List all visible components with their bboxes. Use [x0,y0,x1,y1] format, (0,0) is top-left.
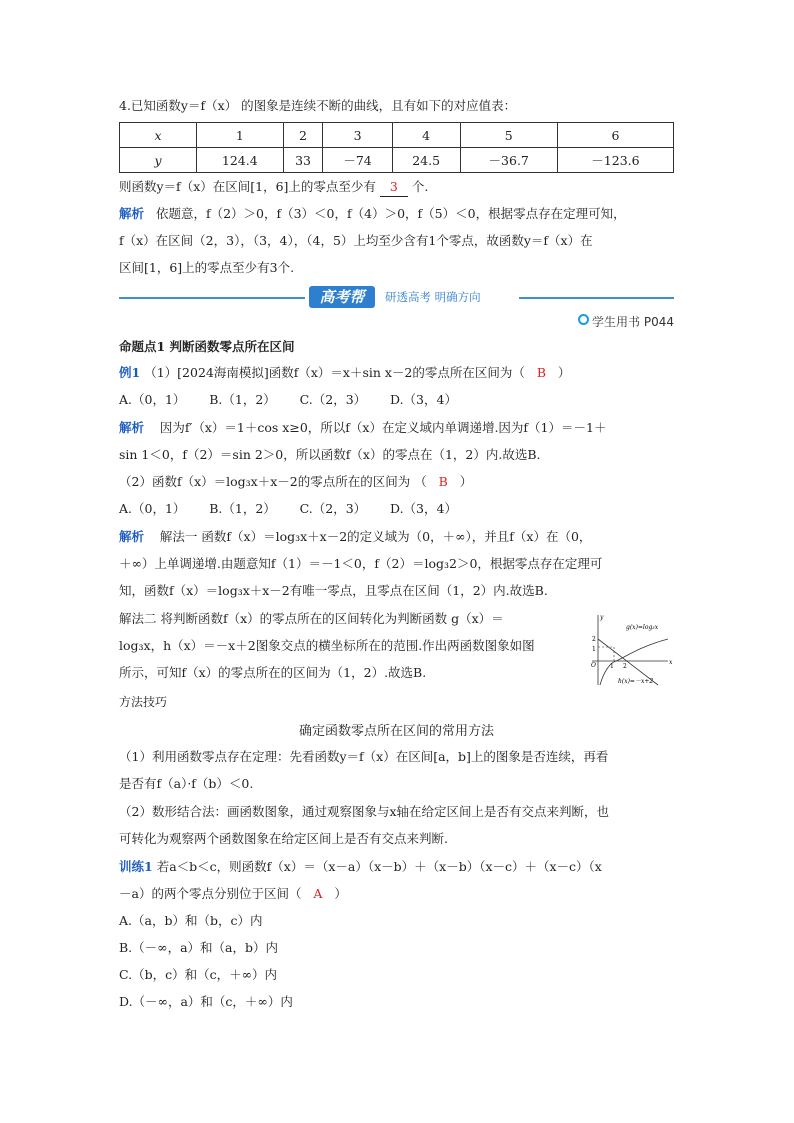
solution-text: 依题意，f（2）＞0，f（3）＜0，f（4）＞0，f（5）＜0，根据零点存在定理可知， [155,206,626,221]
section-banner [119,286,674,310]
paren-close: ） [459,474,473,489]
topic-title: 命题点1 判断函数零点所在区间 [119,339,295,354]
y-cell: －123.6 [557,148,673,173]
q4-solution-3: 区间[1，6]上的零点至少有3个. [119,260,295,275]
banner-rule-right [519,297,674,299]
answer: B [536,365,546,380]
option-c: C.（b，c）和（c，＋∞）内 [119,967,278,982]
y-cell: 24.5 [392,148,460,173]
h-label: h(x)=－x+2 [618,678,654,685]
x-tick: 1 [610,663,614,670]
student-book-ref [578,313,674,330]
y-axis-label: y [600,614,604,621]
option-d: D.（－∞，a）和（c，＋∞）内 [119,994,293,1009]
y-cell: －36.7 [460,148,557,173]
q4-solution-1 [119,205,626,223]
x-tick: 2 [623,663,627,670]
q4-solution-2: f（x）在区间（2，3），（3，4），（4，5）上均至少含有1个零点，故函数y＝f（x）在 [119,233,593,248]
y-header: y [120,148,197,173]
paren-close: ） [557,365,571,380]
ref-text: 学生用书 P044 [592,315,674,329]
solution-text: 解法一 函数f（x）＝log₃x＋x－2的定义域为（0，＋∞），并且f（x）在（0， [159,529,592,544]
training-text: 若a＜b＜c，则函数f（x）＝（x－a）（x－b）＋（x－b）（x－c）＋（x－c）（x [156,859,602,874]
method-title: 确定函数零点所在区间的常用方法 [298,724,494,739]
options-1: A.（0，1） B.（1，2） C.（2，3） D.（3，4） [119,392,457,407]
question-stem: （1）[2024海南模拟]函数f（x）＝x＋sin x－2的零点所在区间为（ [144,365,525,380]
circle-icon [578,314,589,325]
p2-solution-1 [119,528,591,546]
x-cell: 5 [460,123,557,148]
function-graph [588,611,674,687]
y-cell: 124.4 [197,148,284,173]
method-1b: 是否有f（a）·f（b）＜0. [119,776,254,791]
solution-label: 解析 [119,420,145,435]
x-header: x [120,123,197,148]
banner-slogan: 研透高考 明确方向 [385,290,481,304]
conclusion-end: 个. [411,179,429,194]
option-b: B.（－∞，a）和（a，b）内 [119,940,278,955]
table-row [120,148,674,173]
example-number: 1 [131,365,141,380]
training-number: 1 [144,859,153,874]
training-text: －a）的两个零点分别位于区间（ [119,886,302,901]
y-cell: 33 [283,148,323,173]
origin-label: O [591,662,596,669]
p1-solution-2: sin 1＜0，f（2）＝sin 2＞0，所以函数f（x）的零点在（1，2）内.故选B. [119,447,541,462]
x-cell: 4 [392,123,460,148]
banner-logo: 高考帮 [309,286,375,308]
x-cell: 3 [323,123,392,148]
value-table [119,122,674,173]
solution-text: 因为f′（x）＝1＋cos x≥0，所以f（x）在定义域内单调递增.因为f（1）＝－1＋ [159,420,607,435]
method2-line-1: 解法二 将判断函数f（x）的零点所在的区间转化为判断函数 g（x）＝ [119,611,504,626]
x-cell: 6 [557,123,673,148]
answer: B [438,474,448,489]
p2-solution-2: ＋∞）上单调递增.由题意知f（1）＝－1＜0，f（2）＝log₃2＞0，根据零点存在定理可 [119,556,603,571]
training-stem-1 [119,858,602,876]
p1-solution-1 [119,419,606,437]
conclusion-text: 则函数y＝f（x）在区间[1，6]上的零点至少有 [119,179,376,194]
training-label: 训练 [119,859,145,874]
method-1a: （1）利用函数零点存在定理：先看函数y＝f（x）在区间[a，b]上的图象是否连续，再看 [119,749,609,764]
method-2b: 可转化为观察两个函数图象在给定区间上是否有交点来判断. [119,831,448,846]
tips-label: 方法技巧 [119,695,168,709]
answer-blank: 3 [380,178,408,197]
method-2a: （2）数形结合法：画函数图象，通过观察图象与x轴在给定区间上是否有交点来判断，也 [119,804,610,819]
q4-conclusion [119,178,428,197]
solution-label: 解析 [119,529,145,544]
g-label: g(x)=log₃x [626,624,659,631]
y-cell: －74 [323,148,392,173]
training-stem-2 [119,885,347,903]
method2-line-2: log₃x，h（x）＝－x＋2图象交点的横坐标所在的范围.作出两函数图象如图 [119,638,535,653]
method2-line-3: 所示，可知f（x）的零点所在的区间为（1，2）.故选B. [119,665,427,680]
example-1-part-1 [119,364,570,382]
y-tick: 1 [592,646,596,653]
p2-solution-3: 知，函数f（x）＝log₃x＋x－2有唯一零点，且零点在区间（1，2）内.故选B. [119,583,548,598]
table-row [120,123,674,148]
x-axis-label: x [669,659,673,666]
paren-close: ） [334,886,347,901]
q4-stem: 4.已知函数y＝f（x） 的图象是连续不断的曲线，且有如下的对应值表： [119,98,517,113]
y-tick: 2 [592,636,596,643]
options-2: A.（0，1） B.（1，2） C.（2，3） D.（3，4） [119,501,457,516]
answer: A [313,886,323,901]
example-label: 例 [119,365,132,380]
x-cell: 1 [197,123,284,148]
banner-rule-left [119,297,305,299]
solution-label: 解析 [119,206,145,221]
x-cell: 2 [283,123,323,148]
question-stem: （2）函数f（x）＝log₃x＋x－2的零点所在的区间为 （ [119,474,427,489]
option-a: A.（a，b）和（b，c）内 [119,913,263,928]
example-1-part-2 [119,473,472,491]
